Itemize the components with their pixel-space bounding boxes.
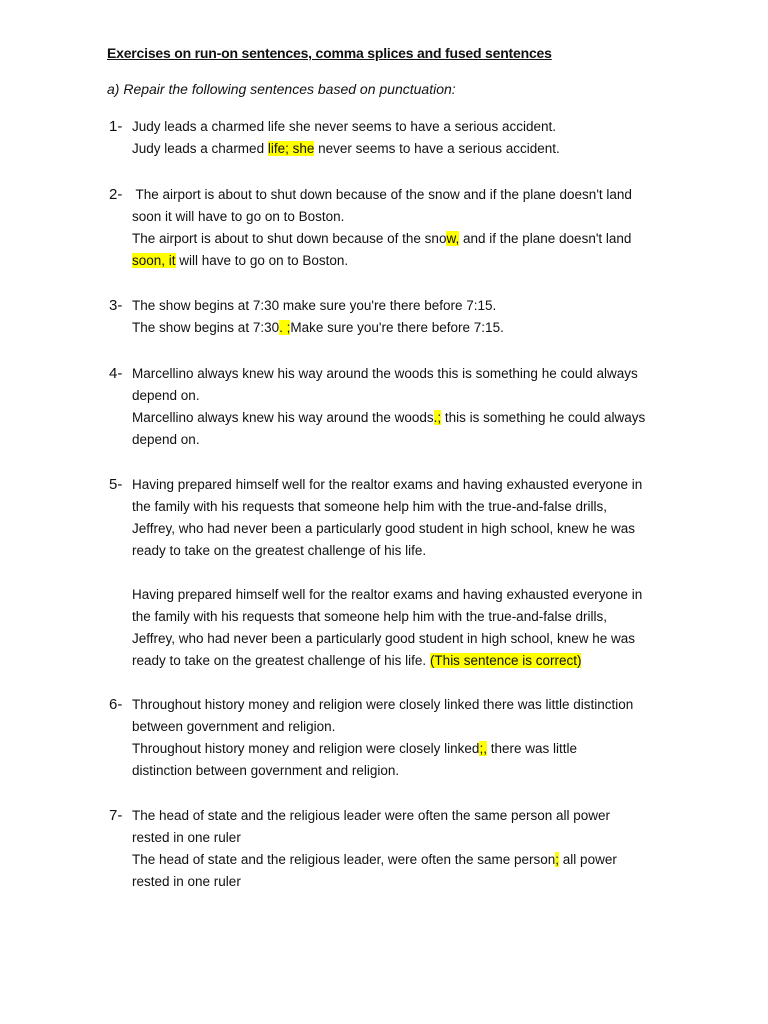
corrected-text: Make sure you're there before 7:15. — [290, 320, 504, 335]
original-line: depend on. — [132, 388, 200, 403]
corrected-line: distinction between government and religion. — [132, 763, 400, 778]
instructions: a) Repair the following sentences based on punctuation: — [107, 81, 456, 97]
corrected-line: Jeffrey, who had never been a particularly good student in high school, knew he was — [132, 631, 636, 646]
highlighted-correction: life; she — [267, 141, 315, 156]
corrected-text: Marcellino always knew his way around the woods — [132, 410, 434, 425]
item-text — [132, 116, 669, 160]
highlighted-correction: w, — [446, 231, 460, 246]
item-text — [132, 474, 669, 672]
corrected-line: depend on. — [132, 432, 200, 447]
corrected-text: Throughout history money and religion were closely linked — [132, 741, 480, 756]
corrected-text: all power — [559, 852, 617, 867]
page-title: Exercises on run-on sentences, comma splices and fused sentences — [107, 45, 552, 61]
item-text — [132, 694, 669, 782]
item-text — [132, 295, 669, 339]
item-number: 6- — [109, 696, 123, 713]
corrected-text: never seems to have a serious accident. — [314, 141, 560, 156]
highlighted-correction: . ; — [279, 320, 291, 335]
exercise-item-1 — [109, 116, 669, 160]
exercise-item-6 — [109, 694, 669, 782]
original-line: The show begins at 7:30 make sure you're there before 7:15. — [132, 298, 497, 313]
corrected-text: The head of state and the religious leader, were often the same person — [132, 852, 556, 867]
corrected-line — [132, 650, 669, 672]
corrected-text: there was little — [486, 741, 577, 756]
item-text — [132, 805, 669, 893]
item-number: 7- — [109, 807, 123, 824]
corrected-line — [132, 228, 669, 250]
item-number: 3- — [109, 297, 123, 314]
highlighted-correction: .; — [433, 410, 442, 425]
corrected-line: rested in one ruler — [132, 874, 241, 889]
exercise-item-4 — [109, 363, 669, 451]
original-line: between government and religion. — [132, 719, 336, 734]
exercise-item-5 — [109, 474, 669, 672]
corrected-line: the family with his requests that someone help him with the true-and-false drills, — [132, 609, 607, 624]
exercise-item-7 — [109, 805, 669, 893]
highlighted-correction: soon, it — [132, 253, 176, 268]
original-line: Marcellino always knew his way around the woods this is something he could always — [132, 366, 638, 381]
original-line: Having prepared himself well for the realtor exams and having exhausted everyone in — [132, 477, 643, 492]
corrected-line — [132, 138, 669, 160]
original-line: soon it will have to go on to Boston. — [132, 209, 345, 224]
corrected-text: The show begins at 7:30 — [132, 320, 280, 335]
original-line: The head of state and the religious leader were often the same person all power — [132, 808, 611, 823]
corrected-text: ready to take on the greatest challenge of his life. — [132, 653, 430, 668]
original-line: The airport is about to shut down because of the snow and if the plane doesn't land — [132, 187, 632, 202]
corrected-text: The airport is about to shut down because of the sno — [132, 231, 447, 246]
exercise-item-2 — [109, 184, 669, 272]
item-text — [132, 363, 669, 451]
highlighted-correction: ; — [555, 852, 560, 867]
item-number: 4- — [109, 365, 123, 382]
original-line: rested in one ruler — [132, 830, 241, 845]
exercise-item-3 — [109, 295, 669, 339]
original-line: ready to take on the greatest challenge of his life. — [132, 543, 427, 558]
correct-note: (This sentence is correct) — [429, 653, 582, 668]
original-line: Judy leads a charmed life she never seems to have a serious accident. — [132, 119, 556, 134]
item-number: 5- — [109, 476, 123, 493]
item-number: 1- — [109, 118, 123, 135]
corrected-text: this is something he could always — [441, 410, 646, 425]
corrected-text: will have to go on to Boston. — [175, 253, 349, 268]
corrected-text: Judy leads a charmed — [132, 141, 268, 156]
original-line: the family with his requests that someone help him with the true-and-false drills, — [132, 499, 607, 514]
corrected-line — [132, 849, 669, 871]
item-text — [132, 184, 669, 272]
paragraph-gap — [132, 562, 669, 584]
highlighted-correction: ;, — [479, 741, 487, 756]
corrected-line — [132, 407, 669, 429]
corrected-text: and if the plane doesn't land — [459, 231, 632, 246]
item-number: 2- — [109, 186, 123, 203]
original-line: Throughout history money and religion were closely linked there was little distinction — [132, 697, 634, 712]
corrected-line — [132, 738, 669, 760]
corrected-line — [132, 250, 669, 272]
original-line: Jeffrey, who had never been a particularly good student in high school, knew he was — [132, 521, 636, 536]
corrected-line — [132, 317, 669, 339]
corrected-line: Having prepared himself well for the realtor exams and having exhausted everyone in — [132, 587, 643, 602]
